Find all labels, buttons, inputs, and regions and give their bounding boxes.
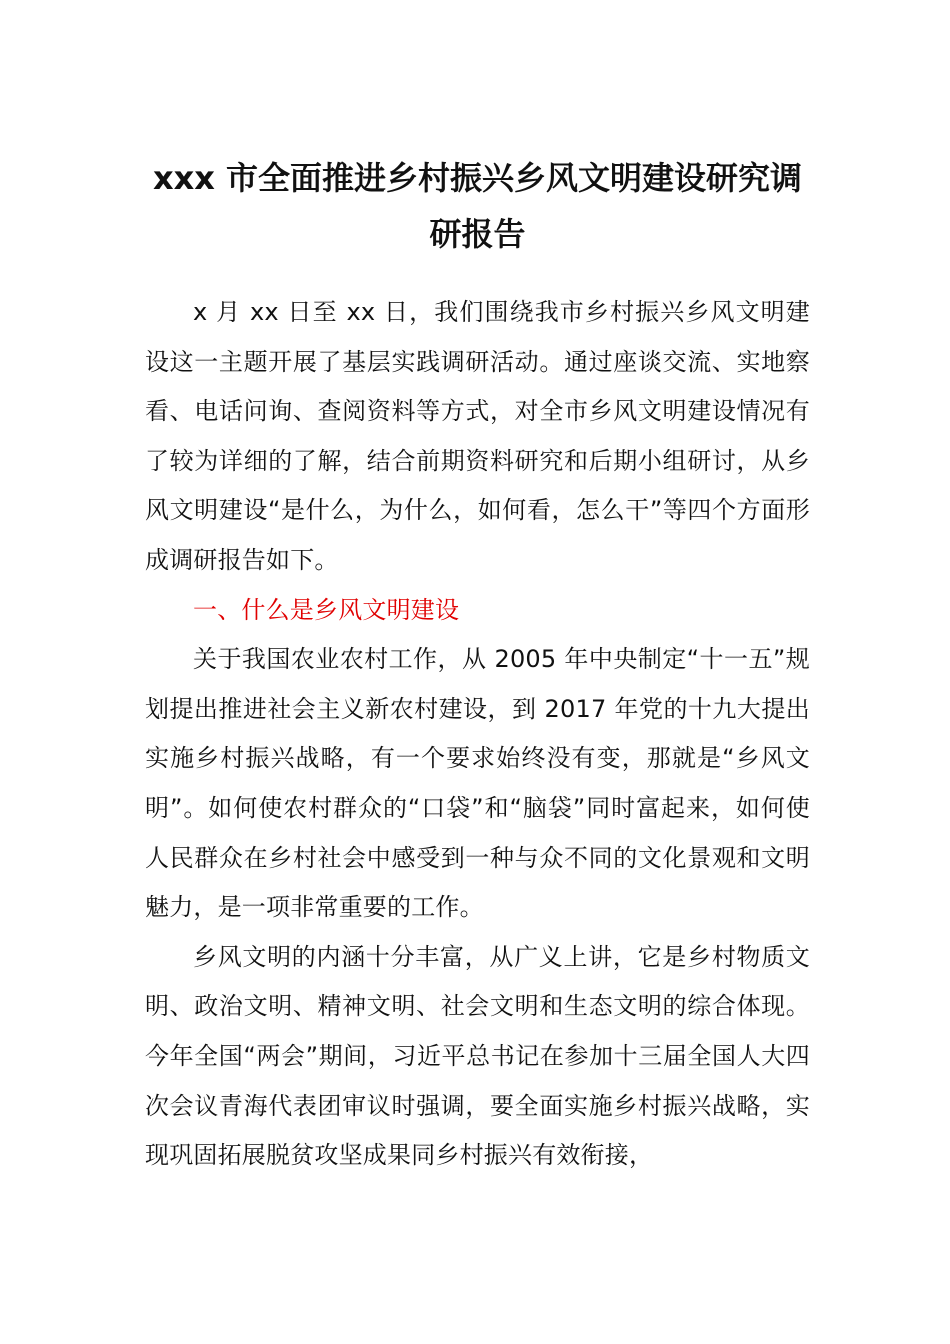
section-heading-1: 一、什么是乡风文明建设 <box>193 595 460 624</box>
intro-paragraph: x 月 xx 日至 xx 日，我们围绕我市乡村振兴乡风文明建设这一主题开展了基层实践调研活动。通过座谈交流、实地察看、电话问询、查阅资料等方式，对全市乡风文明建设情况有了较为详细的了解，结合前期资料研究和后期小组研讨，从乡风文明建设“是什么，为什么，如何看，怎么干”等四个方面形成调研报告如下。 <box>145 298 810 574</box>
body-paragraph: 乡风文明的内涵十分丰富，从广义上讲，它是乡村物质文明、政治文明、精神文明、社会文明和生态文明的综合体现。今年全国“两会”期间，习近平总书记在参加十三届全国人大四次会议青海代表团审议时强调，要全面实施乡村振兴战略，实现巩固拓展脱贫攻坚成果同乡村振兴有效衔接， <box>145 942 810 1170</box>
document-body <box>145 150 810 1181</box>
document-title: xxx 市全面推进乡村振兴乡风文明建设研究调研报告 <box>152 159 803 253</box>
body-paragraph: 关于我国农业农村工作，从 2005 年中央制定“十一五”规划提出推进社会主义新农村建设，到 2017 年党的十九大提出实施乡村振兴战略，有一个要求始终没有变，那就是“乡风文明”。如何使农村群众的“口袋”和“脑袋”同时富起来，如何使人民群众在乡村社会中感受到一种与众不同的文化景观和文明魅力，是一项非常重要的工作。 <box>145 645 810 922</box>
